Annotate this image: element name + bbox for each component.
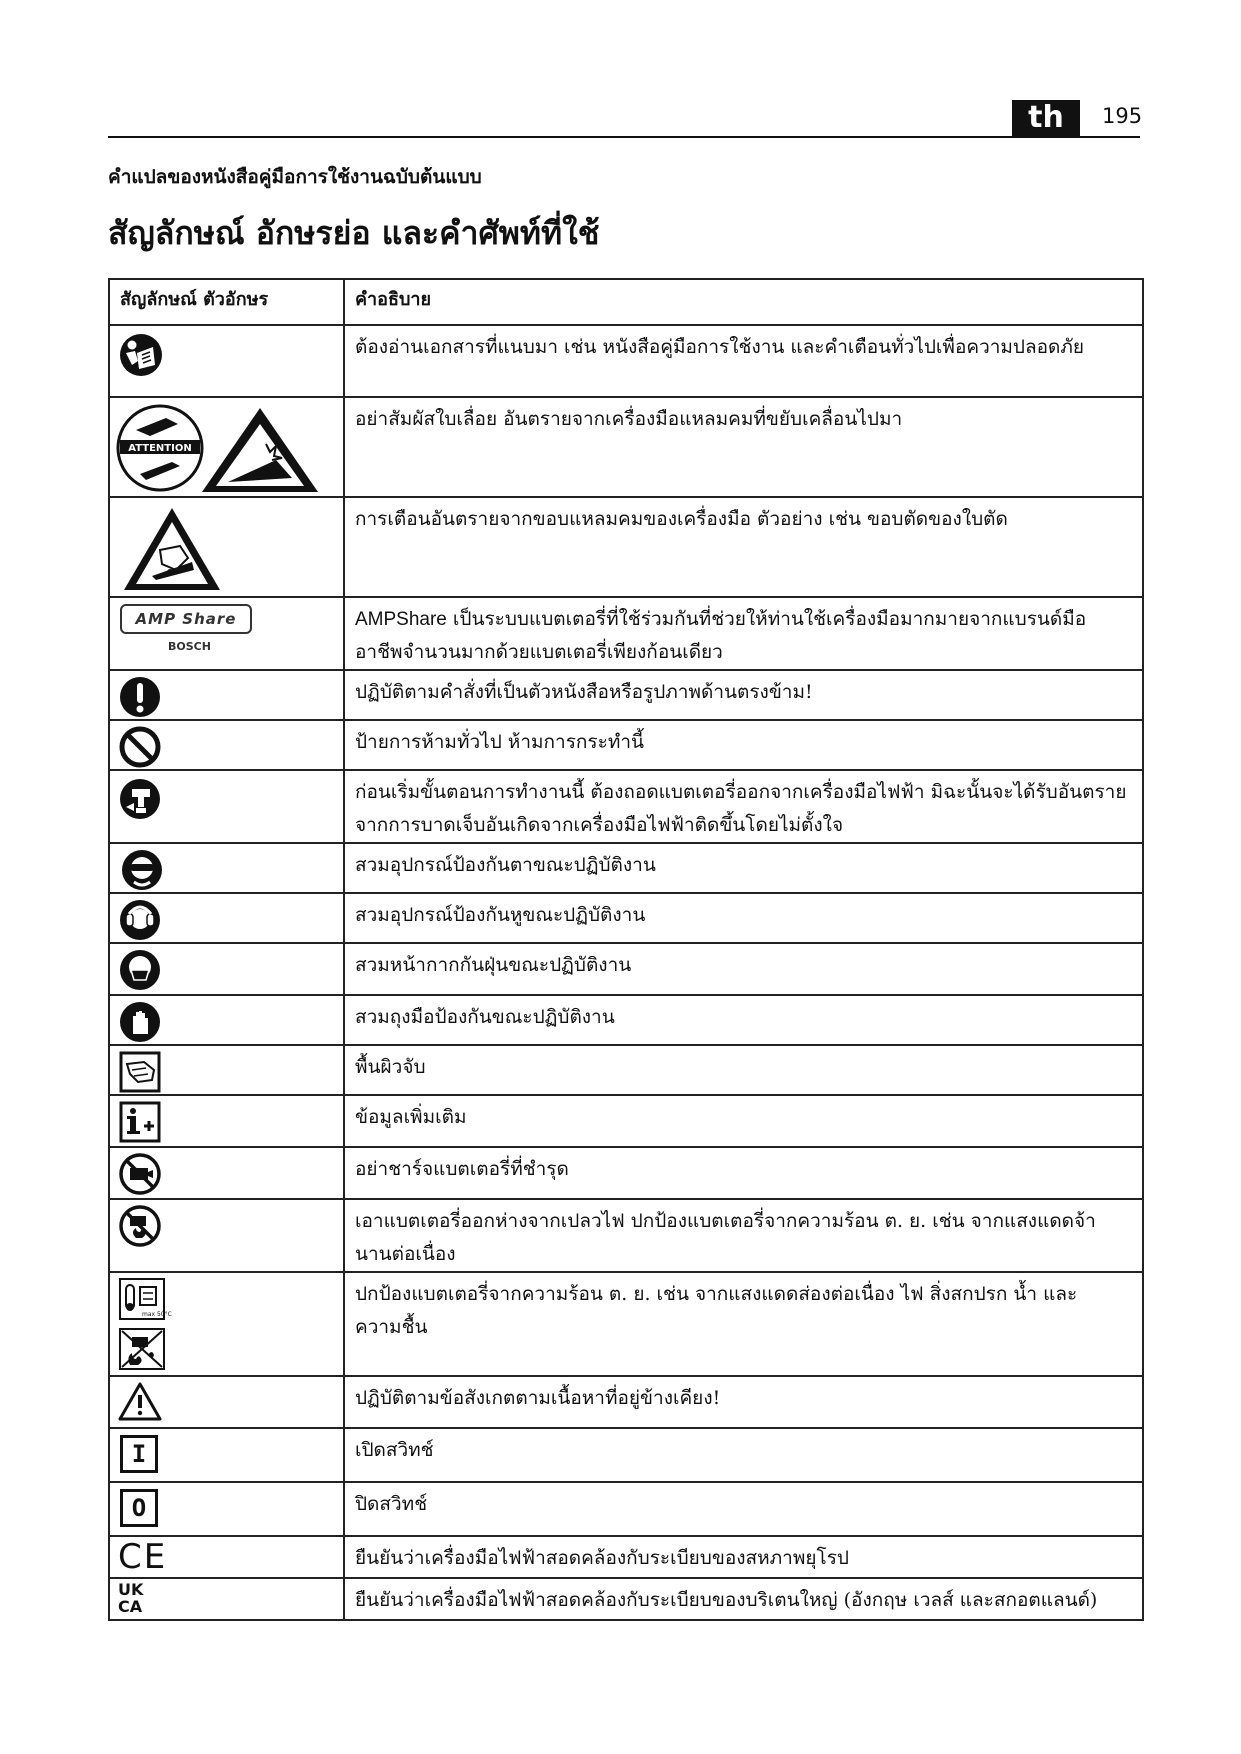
table-row [109,995,1143,1045]
battery-heat-water-icon [118,1275,172,1375]
prohibition-icon [118,725,162,769]
symbol-cell [109,597,344,670]
ukca-mark-top: UK [118,1580,144,1599]
remove-battery-icon [118,777,162,821]
page-number: 195 [1102,104,1143,128]
description-cell: อย่าชาร์จแบตเตอรี่ที่ชำรุด [344,1147,1143,1199]
no-damaged-battery-charge-icon [118,1152,162,1196]
description-cell: ปิดสวิทช์ [344,1482,1143,1536]
bosch-logo-text: BOSCH [168,640,211,653]
description-cell: เปิดสวิทช์ [344,1428,1143,1482]
symbol-cell [109,1482,344,1536]
battery-fire-icon [118,1204,162,1248]
language-badge: th [1012,100,1080,136]
grip-surface-icon [118,1050,162,1094]
ukca-mark-bottom: CA [118,1597,143,1616]
symbol-cell [109,1428,344,1482]
table-row [109,1376,1143,1428]
description-cell: สวมอุปกรณ์ป้องกันหูขณะปฏิบัติงาน [344,893,1143,943]
read-manual-icon [117,331,177,391]
symbol-cell [109,1578,344,1620]
description-cell [344,597,1143,670]
description-cell: สวมอุปกรณ์ป้องกันตาขณะปฏิบัติงาน [344,843,1143,893]
switch-on-icon: I [120,1435,158,1473]
symbol-cell [109,1376,344,1428]
table-row [109,497,1143,597]
description-cell: ปฏิบัติตามข้อสังเกตตามเนื้อหาที่อยู่ข้างเคียง! [344,1376,1143,1428]
mandatory-action-icon [118,675,162,719]
header-rule [108,136,1140,138]
table-row [109,325,1143,397]
symbol-cell [109,325,344,397]
max-temp-label: max 50°C [142,1311,172,1318]
symbol-cell [109,1147,344,1199]
symbol-cell [109,1536,344,1578]
column-header-description: คำอธิบาย [344,279,1143,325]
description-cell: สวมหน้ากากกันฝุ่นขณะปฏิบัติงาน [344,943,1143,995]
description-cell: ป้ายการห้ามทั่วไป ห้ามการกระทำนี้ [344,720,1143,770]
table-row [109,1536,1143,1578]
description-cell: พื้นผิวจับ [344,1045,1143,1095]
symbol-cell [109,497,344,597]
description-cell: การเตือนอันตรายจากขอบแหลมคมของเครื่องมือ ตัวอย่าง เช่น ขอบตัดของใบตัด [344,497,1143,597]
attention-saw-blade-icon [116,400,326,496]
table-row [109,670,1143,720]
symbol-cell [109,1045,344,1095]
symbol-cell [109,1272,344,1376]
table-row [109,943,1143,995]
switch-off-icon: O [120,1489,158,1527]
ampshare-logo-icon [120,604,260,653]
table-row [109,1482,1143,1536]
eye-protection-icon [120,848,164,892]
description-cell: เอาแบตเตอรี่ออกห่างจากเปลวไฟ ปกป้องแบตเตอรี่จากความร้อน ต. ย. เช่น จากแสงแดดจ้านานต่อเนื่อง [344,1199,1143,1272]
ukca-mark-icon [118,1581,343,1615]
symbol-cell [109,397,344,497]
caution-triangle-icon [118,1381,162,1423]
table-row [109,1147,1143,1199]
symbol-cell [109,670,344,720]
brand-name: AMPShare [355,609,447,630]
page-title: สัญลักษณ์ อักษรย่อ และคำศัพท์ที่ใช้ [108,214,600,252]
description-cell: ยืนยันว่าเครื่องมือไฟฟ้าสอดคล้องกับระเบียบของบริเตนใหญ่ (อังกฤษ เวลส์ และสกอตแลนด์) [344,1578,1143,1620]
description-cell: ข้อมูลเพิ่มเติม [344,1095,1143,1147]
sharp-edge-warning-icon [122,504,222,594]
ear-protection-icon [118,898,162,942]
table-row [109,1045,1143,1095]
symbol-cell [109,943,344,995]
symbol-cell [109,770,344,843]
symbols-table [108,278,1144,1621]
description-cell: ปกป้องแบตเตอรี่จากความร้อน ต. ย. เช่น จากแสงแดดส่องต่อเนื่อง ไฟ สิ่งสกปรก น้ำ และความชื้น [344,1272,1143,1376]
symbol-cell [109,995,344,1045]
description-cell: สวมถุงมือป้องกันขณะปฏิบัติงาน [344,995,1143,1045]
symbol-cell [109,1199,344,1272]
description-cell: อย่าสัมผัสใบเลื่อย อันตรายจากเครื่องมือแหลมคมที่ขยับเคลื่อนไปมา [344,397,1143,497]
table-row [109,1428,1143,1482]
symbol-cell [109,720,344,770]
description-cell: ยืนยันว่าเครื่องมือไฟฟ้าสอดคล้องกับระเบียบของสหภาพยุโรป [344,1536,1143,1578]
table-row [109,1199,1143,1272]
symbol-cell [109,1095,344,1147]
description-cell: ต้องอ่านเอกสารที่แนบมา เช่น หนังสือคู่มือการใช้งาน และคำเตือนทั่วไปเพื่อความปลอดภัย [344,325,1143,397]
table-row [109,893,1143,943]
table-header-row [109,279,1143,325]
gloves-icon [118,1000,162,1044]
symbol-cell [109,893,344,943]
ampshare-logo-text: AMP Share [120,604,252,634]
table-row [109,770,1143,843]
column-header-symbol: สัญลักษณ์ ตัวอักษร [109,279,344,325]
table-row [109,1095,1143,1147]
description-text: เป็นระบบแบตเตอรี่ที่ใช้ร่วมกันที่ช่วยให้ท่านใช้เครื่องมือมากมายจากแบรนด์มืออาชีพจำนวนมากด้วยแบตเตอรี่เพียงก้อนเดียว [355,608,1087,663]
description-cell: ก่อนเริ่มขั้นตอนการทำงานนี้ ต้องถอดแบตเตอรี่ออกจากเครื่องมือไฟฟ้า มิฉะนั้นจะได้รับอันตรายจากการบาดเจ็บอันเกิดจากเครื่องมือไฟฟ้าติดขึ้นโดยไม่ตั้งใจ [344,770,1143,843]
document-subtitle: คำแปลของหนังสือคู่มือการใช้งานฉบับต้นแบบ [108,166,482,188]
description-cell: ปฏิบัติตามคำสั่งที่เป็นตัวหนังสือหรือรูปภาพด้านตรงข้าม! [344,670,1143,720]
page-header [108,100,1143,138]
svg-text:ATTENTION: ATTENTION [128,443,192,454]
symbol-cell [109,843,344,893]
table-row [109,397,1143,497]
dust-mask-icon [118,948,162,992]
table-row [109,597,1143,670]
ce-mark-icon: CE [118,1537,168,1577]
table-row [109,1272,1143,1376]
table-row [109,843,1143,893]
table-row [109,1578,1143,1620]
info-plus-icon [118,1100,162,1144]
table-row [109,720,1143,770]
